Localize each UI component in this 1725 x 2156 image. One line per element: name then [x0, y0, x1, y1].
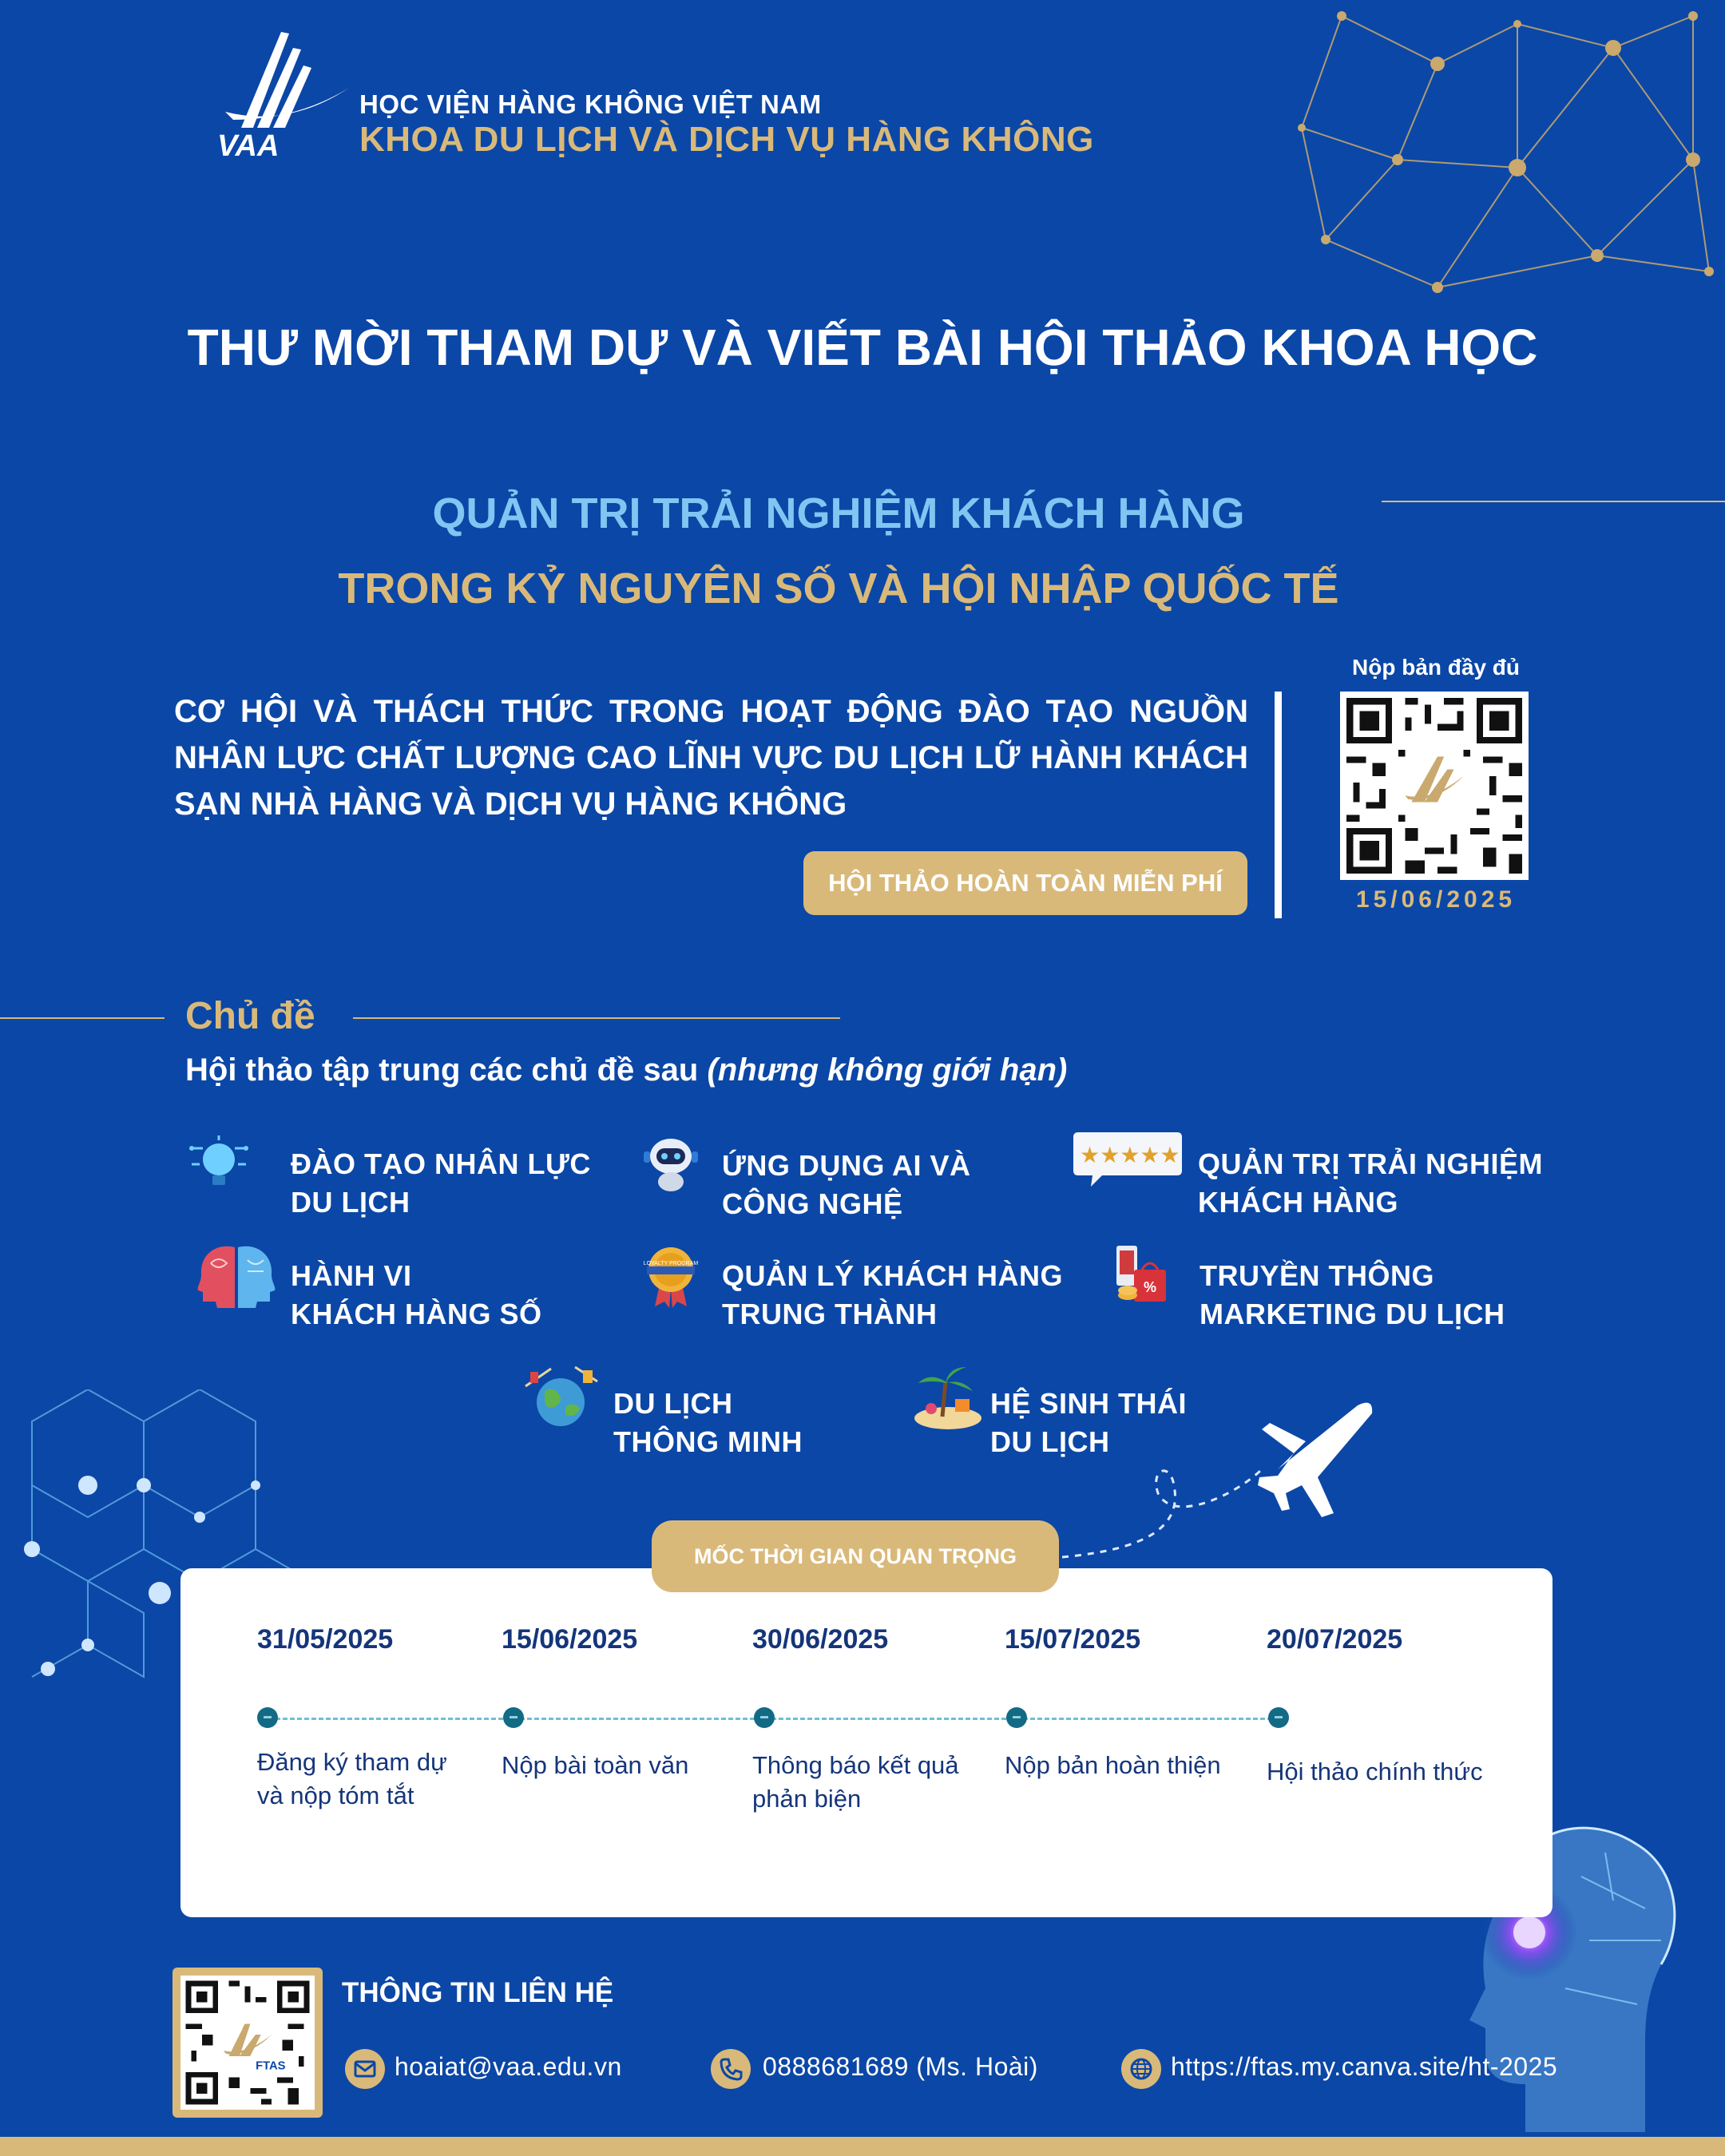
heads-icon: [192, 1239, 281, 1310]
contact-website-link[interactable]: https://ftas.my.canva.site/ht-2025: [1171, 2052, 1558, 2081]
timeline-heading: MỐC THỜI GIAN QUAN TRỌNG: [652, 1520, 1059, 1592]
topic-label: DU LỊCH: [990, 1425, 1110, 1458]
robot-icon: [639, 1131, 703, 1195]
topic-label: DU LỊCH: [613, 1387, 733, 1420]
milestone-dot: [754, 1707, 775, 1728]
milestone-dot: [257, 1707, 278, 1728]
milestone-date: 15/07/2025: [1005, 1624, 1141, 1655]
rating-stars-icon: [1070, 1129, 1185, 1201]
subtitle-divider: [1382, 501, 1725, 502]
conference-description: CƠ HỘI VÀ THÁCH THỨC TRONG HOẠT ĐỘNG ĐÀO TẠO NGUỒN NHÂN LỰC CHẤT LƯỢNG CAO LĨNH VỰC DU LỊCH LỮ HÀNH KHÁCH SẠN NHÀ HÀNG VÀ DỊCH VỤ HÀNG KHÔNG: [174, 694, 1248, 822]
topic-label: TRUYỀN THÔNG: [1200, 1259, 1434, 1292]
topic-label: MARKETING DU LỊCH: [1200, 1298, 1505, 1330]
topic-label: KHÁCH HÀNG SỐ: [291, 1298, 542, 1330]
email-icon: [345, 2049, 385, 2089]
topic-label: THÔNG MINH: [613, 1425, 803, 1458]
page-title: THƯ MỜI THAM DỰ VÀ VIẾT BÀI HỘI THẢO KHOA HỌC: [187, 319, 1538, 376]
topic-item-1: [291, 1145, 591, 1222]
topic-label: CÔNG NGHỆ: [722, 1187, 903, 1220]
footer-bar: [0, 2137, 1725, 2156]
conference-subtitle-line1: QUẢN TRỊ TRẢI NGHIỆM KHÁCH HÀNG: [432, 489, 1245, 537]
qr-logo-text: FTAS: [256, 2059, 286, 2073]
vertical-divider: [1275, 692, 1282, 918]
contact-heading: THÔNG TIN LIÊN HỆ: [342, 1977, 614, 2008]
topic-item-5: [722, 1257, 1063, 1334]
topic-item-8: [990, 1385, 1187, 1461]
topic-label: ĐÀO TẠO NHÂN LỰC: [291, 1147, 591, 1180]
logo-text: VAA: [217, 129, 280, 160]
milestone-dot: [1006, 1707, 1027, 1728]
contact-qr-code[interactable]: [180, 1976, 315, 2110]
milestone-description: Nộp bài toàn văn: [502, 1751, 689, 1779]
submission-qr-code[interactable]: [1340, 692, 1529, 880]
loyalty-medal-icon: [639, 1244, 703, 1308]
topic-divider-left: [0, 1017, 165, 1019]
faculty-name: KHOA DU LỊCH VÀ DỊCH VỤ HÀNG KHÔNG: [359, 120, 1094, 159]
medal-label: LOYALTY PROGRAM: [643, 1261, 699, 1266]
topic-label: TRUNG THÀNH: [722, 1298, 938, 1330]
svg-text:★★★★★: ★★★★★: [1080, 1142, 1180, 1168]
network-decoration: [1278, 0, 1725, 335]
topics-intro-note: (nhưng không giới hạn): [707, 1052, 1068, 1088]
contact-phone[interactable]: 0888681689 (Ms. Hoài): [763, 2052, 1038, 2081]
phone-icon: [711, 2049, 751, 2089]
topic-divider-right: [353, 1017, 840, 1019]
contact-email[interactable]: hoaiat@vaa.edu.vn: [395, 2052, 622, 2081]
milestone-description: Hội thảo chính thức: [1267, 1758, 1483, 1785]
island-icon: [910, 1357, 985, 1433]
milestone-description: Thông báo kết quả phản biện: [752, 1751, 959, 1813]
globe-travel-icon: [519, 1362, 602, 1429]
topic-item-4: [291, 1257, 542, 1334]
milestone-date: 20/07/2025: [1267, 1624, 1403, 1655]
topic-item-7: [613, 1385, 803, 1461]
topic-label: KHÁCH HÀNG: [1198, 1186, 1398, 1219]
milestone-dot: [1268, 1707, 1289, 1728]
milestone-date: 30/06/2025: [752, 1624, 889, 1655]
timeline-card: [180, 1568, 1552, 1917]
topic-label: ỨNG DỤNG AI VÀ: [722, 1149, 971, 1182]
marketing-bag-icon: [1110, 1242, 1174, 1306]
milestone-description: Nộp bản hoàn thiện: [1005, 1751, 1221, 1779]
svg-text:%: %: [1143, 1279, 1157, 1295]
topics-heading: Chủ đề: [185, 995, 315, 1037]
topic-item-2: [722, 1147, 971, 1223]
milestone-dot: [503, 1707, 524, 1728]
topic-label: DU LỊCH: [291, 1186, 410, 1219]
milestone-date: 31/05/2025: [257, 1624, 394, 1655]
topics-intro-text: Hội thảo tập trung các chủ đề sau: [185, 1052, 699, 1088]
topic-label: HỆ SINH THÁI: [990, 1387, 1188, 1420]
free-badge: HỘI THẢO HOÀN TOÀN MIỄN PHÍ: [803, 851, 1247, 915]
lightbulb-icon: [187, 1132, 251, 1196]
topic-label: HÀNH VI: [291, 1259, 412, 1292]
globe-icon: [1121, 2049, 1161, 2089]
qr-label: Nộp bản đầy đủ: [1352, 655, 1520, 680]
topic-item-3: [1198, 1145, 1543, 1222]
vaa-logo: [209, 24, 353, 160]
topic-item-6: [1200, 1257, 1505, 1334]
conference-subtitle-line2: TRONG KỶ NGUYÊN SỐ VÀ HỘI NHẬP QUỐC TẾ: [338, 565, 1339, 612]
topics-intro: [185, 1052, 1067, 1088]
topic-label: QUẢN TRỊ TRẢI NGHIỆM: [1198, 1147, 1543, 1180]
topic-label: QUẢN LÝ KHÁCH HÀNG: [722, 1259, 1063, 1292]
org-name: HỌC VIỆN HÀNG KHÔNG VIỆT NAM: [359, 89, 822, 119]
submission-date: 15/06/2025: [1355, 886, 1517, 913]
milestone-description: Đăng ký tham dự và nộp tóm tắt: [257, 1748, 447, 1809]
milestone-date: 15/06/2025: [502, 1624, 638, 1655]
